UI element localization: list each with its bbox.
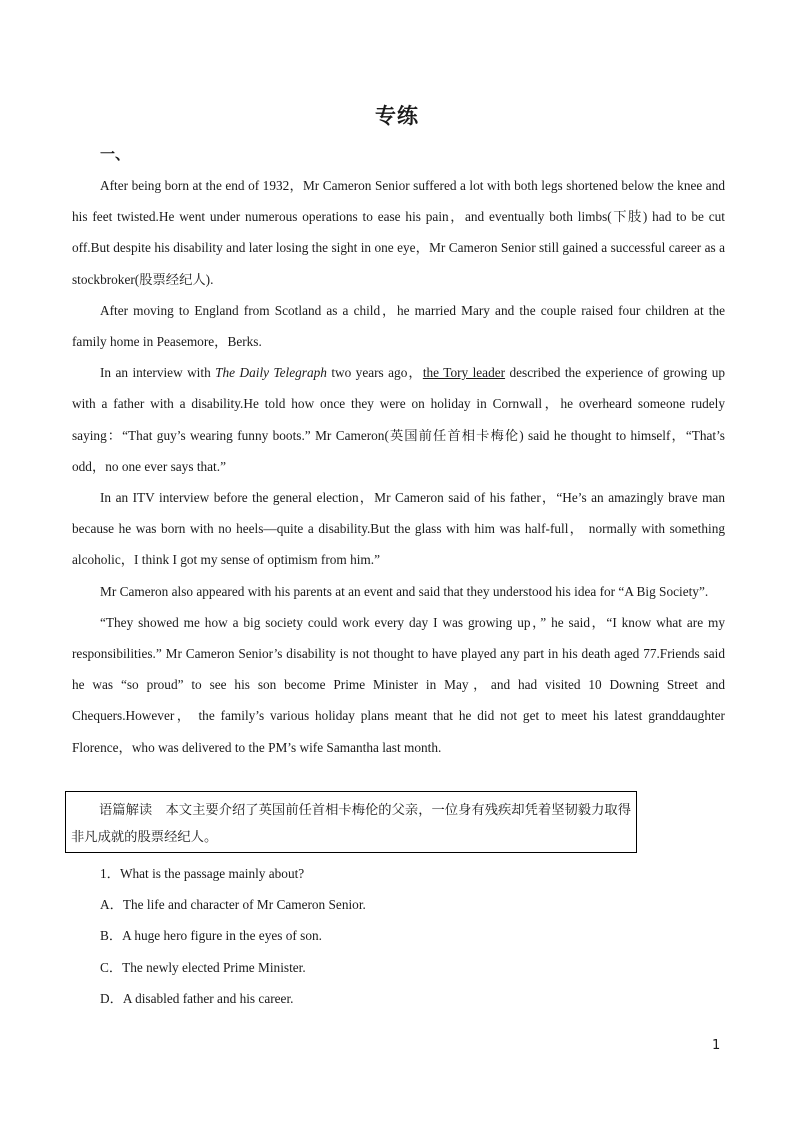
analysis-label: 语篇解读	[99, 802, 153, 817]
underlined-phrase: the Tory leader	[422, 365, 506, 381]
paragraph-2: After moving to England from Scotland as a child，he married Mary and the couple raised four children at the family home in Peasemore，Berks.	[72, 302, 725, 350]
option-c: C．The newly elected Prime Minister.	[100, 959, 306, 975]
reading-passage	[72, 170, 725, 763]
paragraph-3-part-b: two years ago，	[326, 365, 423, 381]
paragraph-1: After being born at the end of 1932，Mr Cameron Senior suffered a lot with both legs shortened below the knee and his feet twisted.He went under numerous operations to ease his pain，and eventually both limbs(下肢) had to be cut off.But despite his disability and later losing the sight in one eye，Mr Cameron Senior still gained a successful career as a stockbroker(股票经纪人).	[72, 178, 725, 287]
section-number: 一、	[100, 145, 131, 163]
passage-analysis-box	[65, 791, 637, 853]
page-title: 专练	[375, 104, 419, 128]
page-number: 1	[712, 1038, 721, 1053]
paragraph-3-part-a: In an interview with	[100, 365, 216, 381]
paragraph-4: In an ITV interview before the general election，Mr Cameron said of his father，“He’s an amazingly brave man because he was born with no heels—quite a disability.But the glass with him was half-full， normally with something alcoholic，I think I got my sense of optimism from him.”	[72, 490, 725, 568]
paragraph-5: Mr Cameron also appeared with his parents at an event and said that they understood his idea for “A Big Society”.	[100, 583, 709, 599]
question-block	[100, 858, 720, 1014]
option-d: D．A disabled father and his career.	[100, 990, 294, 1006]
newspaper-title: The Daily Telegraph	[215, 365, 327, 381]
option-b: B．A huge hero figure in the eyes of son.	[100, 928, 322, 944]
question-stem: 1．What is the passage mainly about?	[100, 866, 305, 881]
paragraph-3	[72, 357, 725, 482]
option-a: A．The life and character of Mr Cameron Senior.	[100, 897, 366, 913]
paragraph-6: “They showed me how a big society could work every day I was growing up，” he said，“I know what are my responsibilities.” Mr Cameron Senior’s disability is not thought to have played any part in his death aged 77.Friends said he was “so proud” to see his son become Prime Minister in May，and had visited 10 Downing Street and Chequers.However， the family’s various holiday plans meant that he did not get to meet his latest granddaughter Florence，who was delivered to the PM’s wife Samantha last month.	[72, 614, 725, 755]
analysis-text: 本文主要介绍了英国前任首相卡梅伦的父亲，一位身有残疾却凭着坚韧毅力取得非凡成就的股票经纪人。	[71, 802, 631, 844]
paragraph-3-part-c: described the experience of growing up with a father with a disability.He told how once they were on holiday in Cornwall，he overheard someone rudely saying：“That guy’s wearing funny boots.” Mr Cameron(英国前任首相卡梅伦) said he thought to himself，“That’s odd，no one ever says that.”	[72, 365, 726, 474]
